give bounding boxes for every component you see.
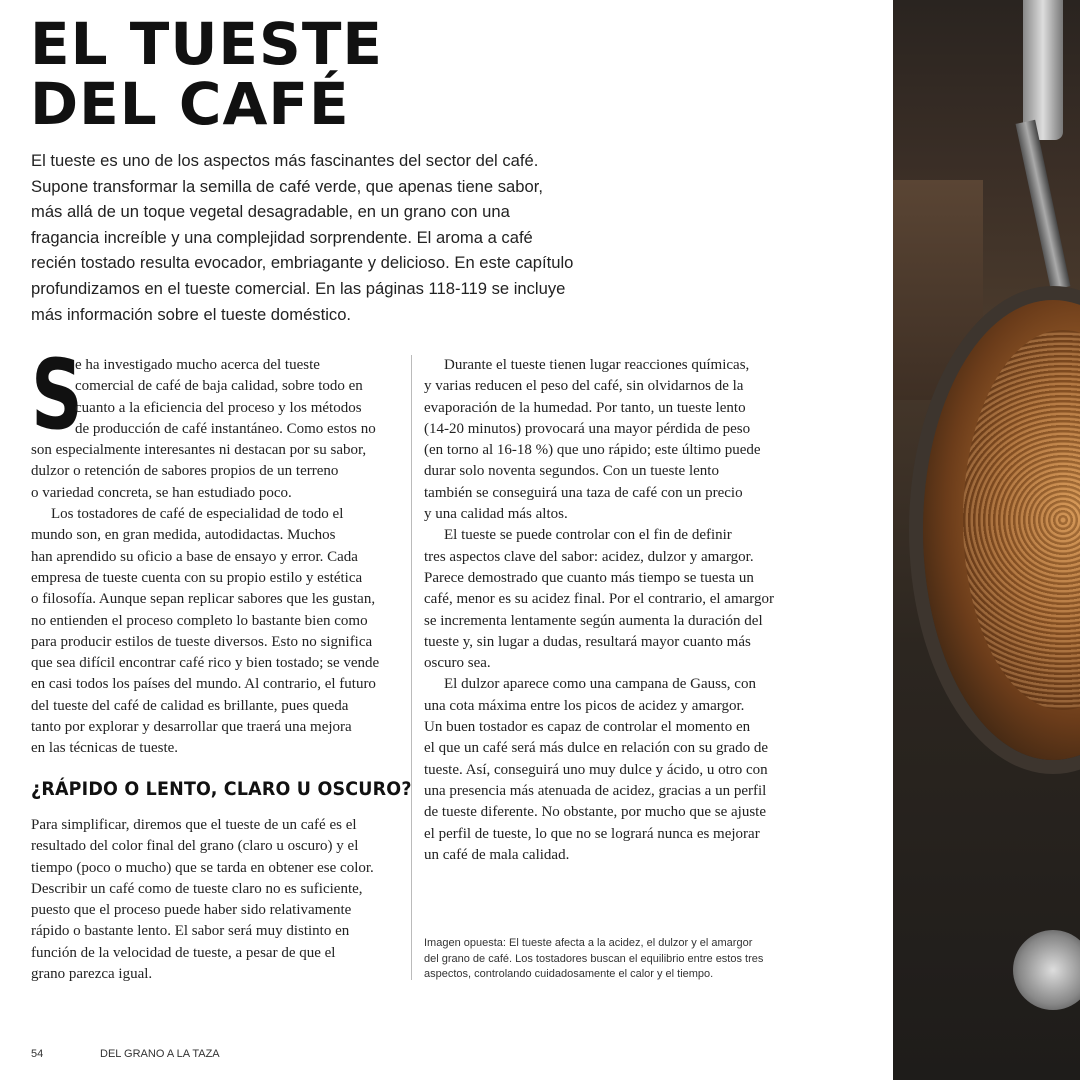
text-line: (14-20 minutos) provocará una mayor pérdida de peso <box>424 420 751 437</box>
roaster-arm <box>1023 0 1063 140</box>
title-line: EL TUESTE <box>30 10 384 78</box>
page-title <box>30 10 384 138</box>
section-body <box>31 815 374 985</box>
section-heading: ¿RÁPIDO O LENTO, CLARO U OSCURO? <box>31 778 412 800</box>
text-line: función de la velocidad de tueste, a pesar de que el <box>31 944 336 961</box>
text-line: e ha investigado mucho acerca del tueste <box>75 357 320 373</box>
text-line: se incrementa lentamente según aumenta la duración del <box>424 612 763 629</box>
roaster-knob <box>1013 930 1080 1010</box>
text-line: tueste y, sin lugar a dudas, resultará mayor cuanto más <box>424 633 751 650</box>
running-footer: DEL GRANO A LA TAZA <box>100 1048 220 1060</box>
text-line: del grano de café. Los tostadores buscan el equilibrio entre estos tres <box>424 952 764 965</box>
text-line: que sea difícil encontrar café rico y bien tostado; se vende <box>31 655 380 672</box>
text-line: o variedad concreta, se han estudiado poco. <box>31 484 292 501</box>
text-line: Supone transformar la semilla de café verde, que apenas tiene sabor, <box>31 176 543 196</box>
text-line: Un buen tostador es capaz de controlar el momento en <box>424 719 751 736</box>
text-line: tueste. Así, conseguirá uno muy dulce y ácido, u otro con <box>424 761 768 778</box>
text-line: Los tostadores de café de especialidad de todo el <box>51 506 344 523</box>
paragraph <box>31 355 403 504</box>
text-line: han aprendido su oficio a base de ensayo y error. Cada <box>31 548 358 565</box>
text-line: café, menor es su acidez final. Por el contrario, el amargor <box>424 591 774 608</box>
text-line: fragancia increíble y una complejidad sorprendente. El aroma a café <box>31 227 533 247</box>
text-line: Parece demostrado que cuanto más tiempo se tuesta un <box>424 569 754 586</box>
text-line: el perfil de tueste, lo que no se logrará nunca es mejorar <box>424 825 760 842</box>
text-line: de tueste diferente. No obstante, por mucho que se ajuste <box>424 804 766 821</box>
left-column <box>31 355 403 760</box>
text-line: Durante el tueste tienen lugar reacciones químicas, <box>444 357 750 373</box>
text-line: Para simplificar, diremos que el tueste de un café es el <box>31 817 357 833</box>
text-line: rápido o bastante lento. El sabor será muy distinto en <box>31 923 350 940</box>
text-line: el que un café será más dulce en relación con su grado de <box>424 740 769 757</box>
text-line: evaporación de la humedad. Por tanto, un tueste lento <box>424 399 746 416</box>
text-line: empresa de tueste cuenta con su propio estilo y estética <box>31 569 363 586</box>
paragraph <box>31 815 374 985</box>
text-line: grano parezca igual. <box>31 966 153 983</box>
text-line: Describir un café como de tueste claro no es suficiente, <box>31 880 363 897</box>
text-line: El tueste se puede controlar con el fin de definir <box>444 527 732 544</box>
paragraph <box>31 504 403 760</box>
text-line: mundo son, en gran medida, autodidactas. Muchos <box>31 527 336 544</box>
text-line: aspectos, controlando cuidadosamente el calor y el tiempo. <box>424 968 714 980</box>
text-line: y una calidad más altos. <box>424 506 568 523</box>
text-line: una presencia más atenuada de acidez, gracias a un perfil <box>424 782 767 799</box>
text-line: una cota máxima entre los picos de acidez y amargor. <box>424 697 745 714</box>
text-line: Imagen opuesta: El tueste afecta a la acidez, el dulzor y el amargor <box>424 937 753 949</box>
intro-paragraph <box>31 148 573 327</box>
text-line: en casi todos los países del mundo. Al contrario, el futuro <box>31 676 376 693</box>
text-line: en las técnicas de tueste. <box>31 740 179 757</box>
text-line: recién tostado resulta evocador, embriagante y delicioso. En este capítulo <box>31 253 574 273</box>
drop-cap: S <box>31 339 83 451</box>
text-line: durar solo noventa segundos. Con un tueste lento <box>424 463 719 480</box>
text-line: no entienden el proceso completo lo bastante bien como <box>31 612 368 629</box>
text-line: cuanto a la eficiencia del proceso y los métodos <box>75 399 362 416</box>
text-line: (en torno al 16-18 %) que uno rápido; este último puede <box>424 442 761 459</box>
text-line: El dulzor aparece como una campana de Gauss, con <box>444 676 756 693</box>
text-line: más información sobre el tueste doméstico. <box>31 304 352 324</box>
text-line: dulzor o retención de sabores propios de un terreno <box>31 463 339 480</box>
image-caption <box>424 936 763 983</box>
text-line: del tueste del café de calidad es brillante, pues queda <box>31 697 349 714</box>
text-line: y varias reducen el peso del café, sin olvidarnos de la <box>424 378 744 395</box>
text-line: para producir estilos de tueste diversos. Esto no significa <box>31 633 373 650</box>
paragraph <box>424 525 796 674</box>
text-line: puesto que el proceso puede haber sido relativamente <box>31 902 352 919</box>
text-line: tres aspectos clave del sabor: acidez, dulzor y amargor. <box>424 548 754 565</box>
paragraph <box>424 674 796 866</box>
text-line: oscuro sea. <box>424 655 491 672</box>
text-line: tanto por explorar y desarrollar que traerá una mejora <box>31 719 352 736</box>
coffee-roaster-photo <box>893 0 1080 1080</box>
text-line: de producción de café instantáneo. Como estos no <box>75 420 376 437</box>
title-line: DEL CAFÉ <box>30 70 350 138</box>
text-line: un café de mala calidad. <box>424 846 570 863</box>
text-line: más allá de un toque vegetal desagradable, en un grano con una <box>31 202 510 222</box>
right-column <box>424 355 796 866</box>
text-line: son especialmente interesantes ni destacan por su sabor, <box>31 442 367 459</box>
text-line: también se conseguirá una taza de café con un precio <box>424 484 743 501</box>
page-number: 54 <box>31 1048 44 1060</box>
text-line: resultado del color final del grano (claro u oscuro) y el <box>31 838 359 855</box>
paragraph <box>424 355 796 525</box>
text-line: tiempo (poco o mucho) que se tarda en obtener ese color. <box>31 859 374 876</box>
column-divider <box>411 355 412 980</box>
text-line: comercial de café de baja calidad, sobre todo en <box>75 378 363 395</box>
roaster-pipe <box>1016 120 1071 290</box>
text-line: El tueste es uno de los aspectos más fascinantes del sector del café. <box>31 151 539 170</box>
text-line: profundizamos en el tueste comercial. En las páginas 118-119 se incluye <box>31 278 566 298</box>
text-line: o filosofía. Aunque sepan replicar sabores que les gustan, <box>31 591 376 608</box>
